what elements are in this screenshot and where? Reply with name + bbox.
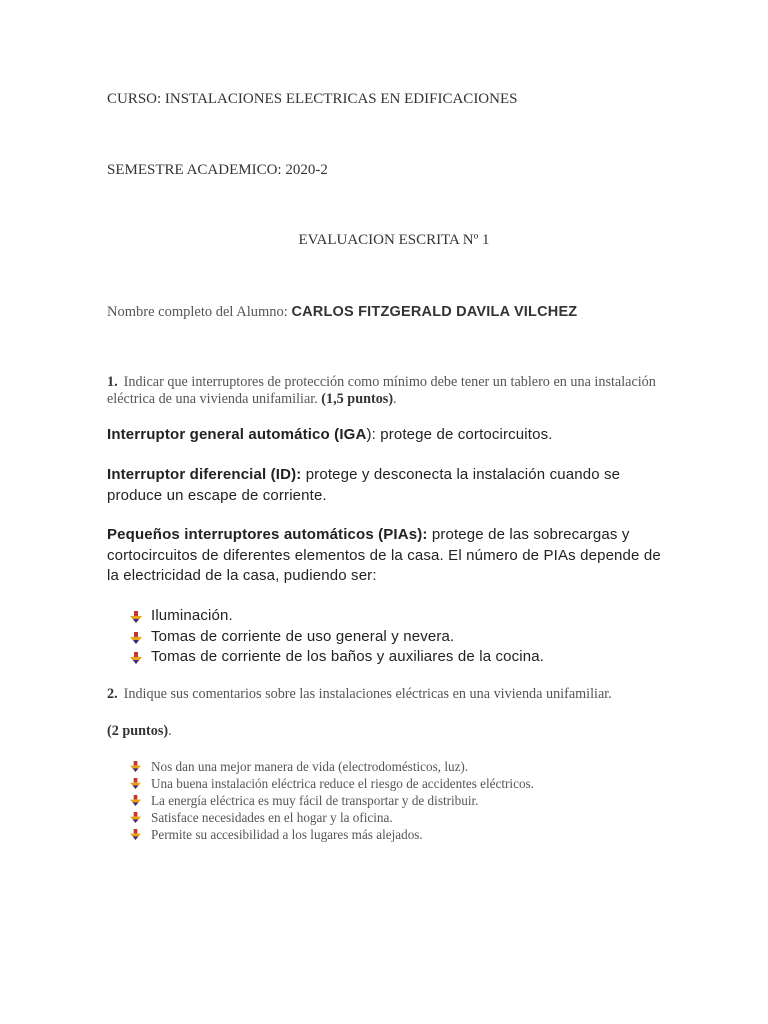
student-name-line bbox=[107, 303, 577, 321]
list-item bbox=[130, 826, 534, 843]
exam-title-part1: EVALUACION ESCRITA N bbox=[298, 232, 474, 248]
answer-pias bbox=[107, 525, 662, 587]
question-2-points: (2 puntos) bbox=[107, 723, 169, 739]
question-2-points-line bbox=[107, 723, 172, 740]
list-item bbox=[130, 792, 534, 809]
question-2 bbox=[107, 686, 612, 703]
exam-title bbox=[0, 232, 768, 249]
question-1-text: Indicar que interruptores de protección como mínimo debe tener un tablero en una instalación eléctrica de una vivienda unifamiliar. bbox=[107, 374, 656, 407]
list-item-text: Satisface necesidades en el hogar y la oficina. bbox=[151, 810, 393, 825]
list-item-text: La energía eléctrica es muy fácil de transportar y de distribuir. bbox=[151, 793, 479, 808]
list-item-text: Tomas de corriente de uso general y nevera. bbox=[151, 627, 455, 645]
answer-id bbox=[107, 465, 667, 506]
arrow-down-bullet-icon bbox=[130, 795, 141, 806]
semester-line: SEMESTRE ACADEMICO: 2020-2 bbox=[107, 162, 328, 178]
answer-pias-term: Pequeños interruptores automáticos (PIAs): bbox=[107, 526, 428, 543]
answer-pias-text: protege de las sobrecargas y cortocircuitos de diferentes elementos de la casa. El número de PIAs depende de la electricidad de la casa, pudiendo ser: bbox=[107, 526, 661, 584]
list-item bbox=[130, 627, 544, 648]
list-item bbox=[130, 606, 544, 627]
list-item-text: Nos dan una mejor manera de vida (electrodomésticos, luz). bbox=[151, 759, 469, 774]
exam-title-part2: º 1 bbox=[473, 232, 490, 248]
arrow-down-bullet-icon bbox=[130, 632, 142, 644]
question-1-points-suffix: . bbox=[393, 391, 397, 407]
list-item bbox=[130, 809, 534, 826]
student-name: CARLOS FITZGERALD DAVILA VILCHEZ bbox=[291, 304, 578, 320]
answer-id-text: protege y desconecta la instalación cuando se produce un escape de corriente. bbox=[107, 466, 621, 504]
question-2-text: Indique sus comentarios sobre las instalaciones eléctricas en una vivienda unifamiliar. bbox=[123, 686, 612, 702]
answer-iga-term: Interruptor general automático (IGA bbox=[107, 426, 367, 443]
arrow-down-bullet-icon bbox=[130, 652, 142, 664]
arrow-down-bullet-icon bbox=[130, 829, 141, 840]
answer-iga bbox=[107, 425, 667, 446]
question-1-points: (1,5 puntos) bbox=[321, 391, 394, 407]
arrow-down-bullet-icon bbox=[130, 812, 141, 823]
list-item-text: Permite su accesibilidad a los lugares más alejados. bbox=[151, 827, 423, 842]
student-label: Nombre completo del Alumno: bbox=[107, 304, 292, 320]
arrow-down-bullet-icon bbox=[130, 778, 141, 789]
question-2-points-suffix: . bbox=[168, 723, 172, 739]
pias-bullet-list bbox=[130, 606, 544, 668]
list-item bbox=[130, 775, 534, 792]
course-line: CURSO: INSTALACIONES ELECTRICAS EN EDIFICACIONES bbox=[107, 91, 518, 107]
question-1-number: 1. bbox=[107, 374, 118, 390]
answer-iga-text: ): protege de cortocircuitos. bbox=[366, 426, 553, 443]
question-2-number: 2. bbox=[107, 686, 118, 702]
list-item-text: Iluminación. bbox=[151, 607, 233, 624]
list-item bbox=[130, 647, 544, 668]
answer-id-term: Interruptor diferencial (ID): bbox=[107, 466, 302, 483]
question-1 bbox=[107, 374, 667, 408]
arrow-down-bullet-icon bbox=[130, 611, 142, 623]
list-item-text: Una buena instalación eléctrica reduce el riesgo de accidentes eléctricos. bbox=[151, 776, 534, 791]
list-item bbox=[130, 758, 534, 775]
comments-bullet-list bbox=[130, 758, 534, 843]
arrow-down-bullet-icon bbox=[130, 761, 141, 772]
list-item-text: Tomas de corriente de los baños y auxiliares de la cocina. bbox=[151, 648, 545, 665]
